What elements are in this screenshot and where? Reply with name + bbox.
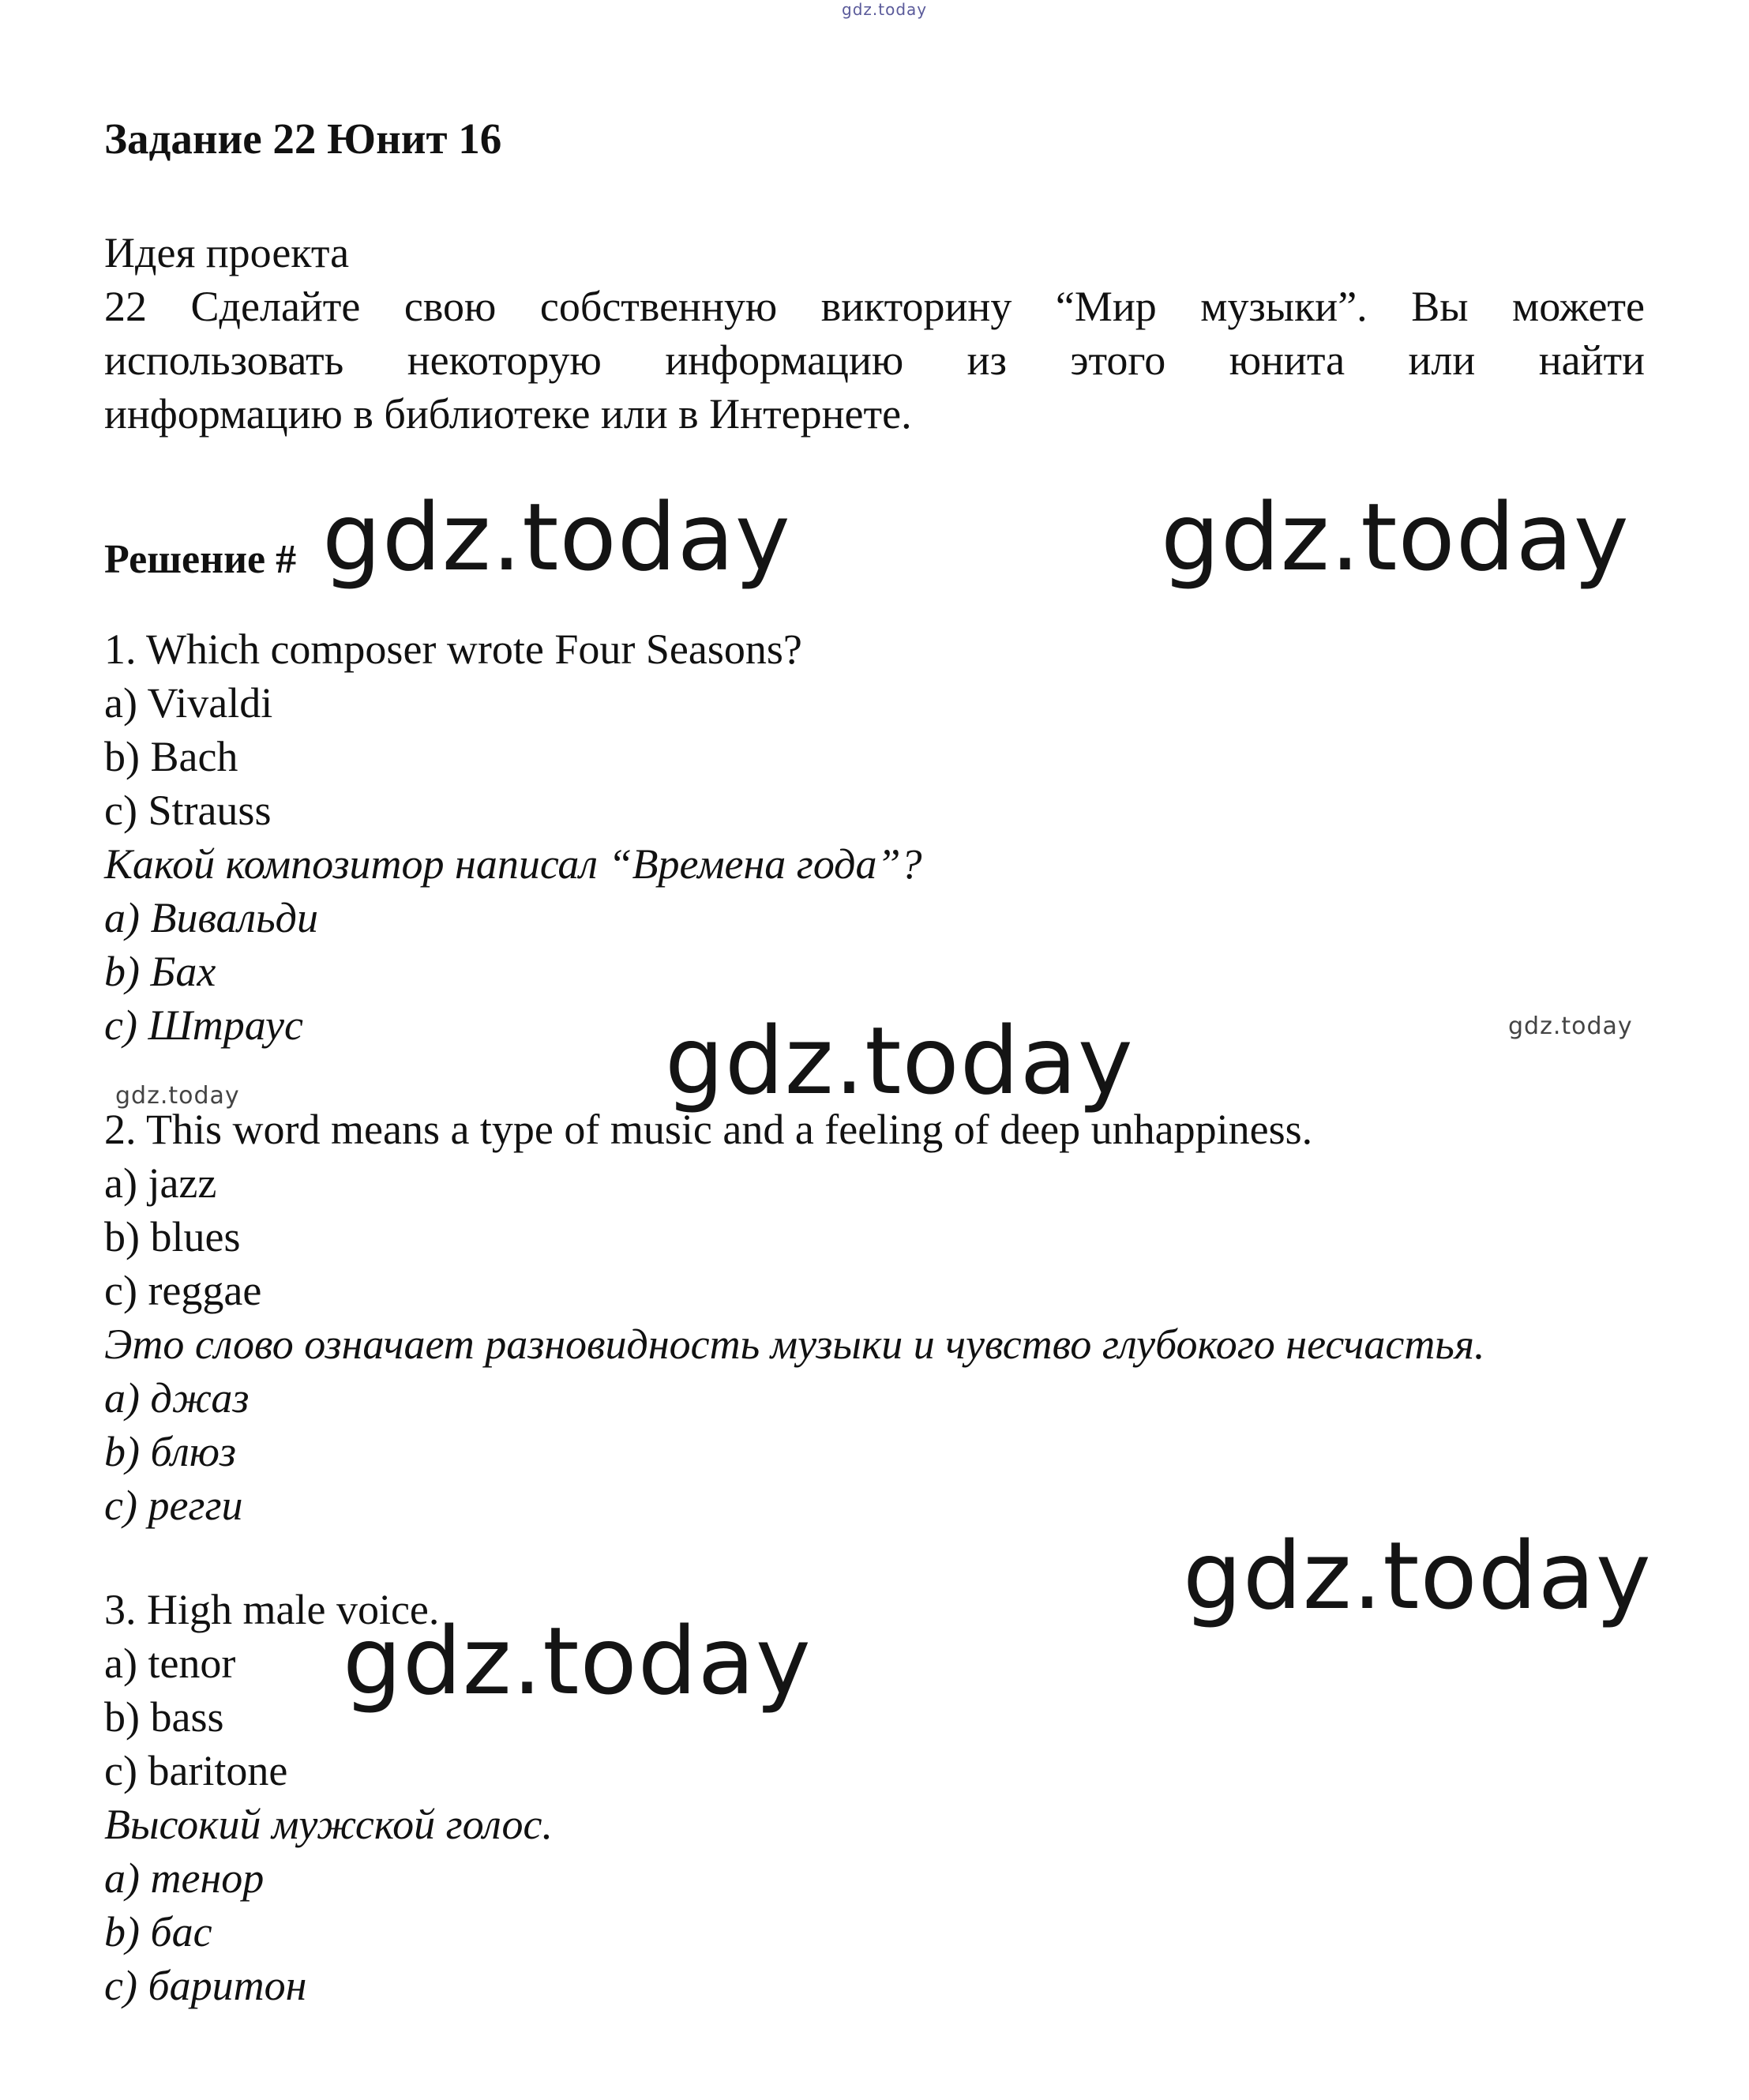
q3-translation: Высокий мужской голос.: [104, 1801, 553, 1848]
watermark-large-2: gdz.today: [1161, 483, 1630, 592]
q1-translated-option-a: a) Вивальди: [104, 894, 318, 941]
q3-option-c: c) baritone: [104, 1747, 288, 1794]
q2-option-b: b) blues: [104, 1213, 241, 1260]
q1-translated-option-c: c) Штраус: [104, 1001, 303, 1049]
page-title: Задание 22 Юнит 16: [104, 115, 502, 163]
q2-translated-option-b: b) блюз: [104, 1428, 236, 1475]
q2-translated-option-c: c) регги: [104, 1482, 243, 1529]
task-text-line-3: информацию в библиотеке или в Интернете.: [104, 390, 912, 438]
watermark-large-3: gdz.today: [665, 1006, 1134, 1115]
watermark-large-5: gdz.today: [343, 1606, 812, 1715]
task-text-line-1: 22 Сделайте свою собственную викторину “Мир музыки”. Вы можете: [104, 283, 1645, 330]
q3-translated-option-c: c) баритон: [104, 1962, 307, 2009]
q3-translated-option-b: b) бас: [104, 1908, 212, 1955]
question-1: 1. Which composer wrote Four Seasons?: [104, 625, 802, 673]
q1-option-a: a) Vivaldi: [104, 679, 273, 727]
watermark-small-1: gdz.today: [1508, 1012, 1633, 1040]
q2-translated-option-a: a) джаз: [104, 1374, 250, 1422]
task-heading: Идея проекта: [104, 229, 350, 276]
q2-option-a: a) jazz: [104, 1159, 217, 1207]
q3-option-a: a) tenor: [104, 1640, 236, 1687]
solution-label: Решение #: [104, 537, 297, 582]
watermark-top-tiny: gdz.today: [842, 0, 928, 19]
task-text-line-2: использовать некоторую информацию из этого юнита или найти: [104, 336, 1645, 384]
q2-option-c: c) reggae: [104, 1267, 262, 1314]
question-2: 2. This word means a type of music and a feeling of deep unhappiness.: [104, 1106, 1313, 1153]
q1-translated-option-b: b) Бах: [104, 948, 216, 995]
q1-translation: Какой композитор написал “Времена года”?: [104, 840, 922, 888]
q1-option-b: b) Bach: [104, 733, 238, 780]
question-3: 3. High male voice.: [104, 1586, 440, 1633]
watermark-large-1: gdz.today: [322, 483, 791, 592]
q2-translation: Это слово означает разновидность музыки и чувство глубокого несчастья.: [104, 1320, 1485, 1368]
q3-translated-option-a: a) тенор: [104, 1854, 265, 1902]
q1-option-c: c) Strauss: [104, 787, 272, 834]
q3-option-b: b) bass: [104, 1693, 224, 1741]
watermark-small-2: gdz.today: [115, 1082, 240, 1110]
watermark-large-4: gdz.today: [1183, 1521, 1652, 1630]
